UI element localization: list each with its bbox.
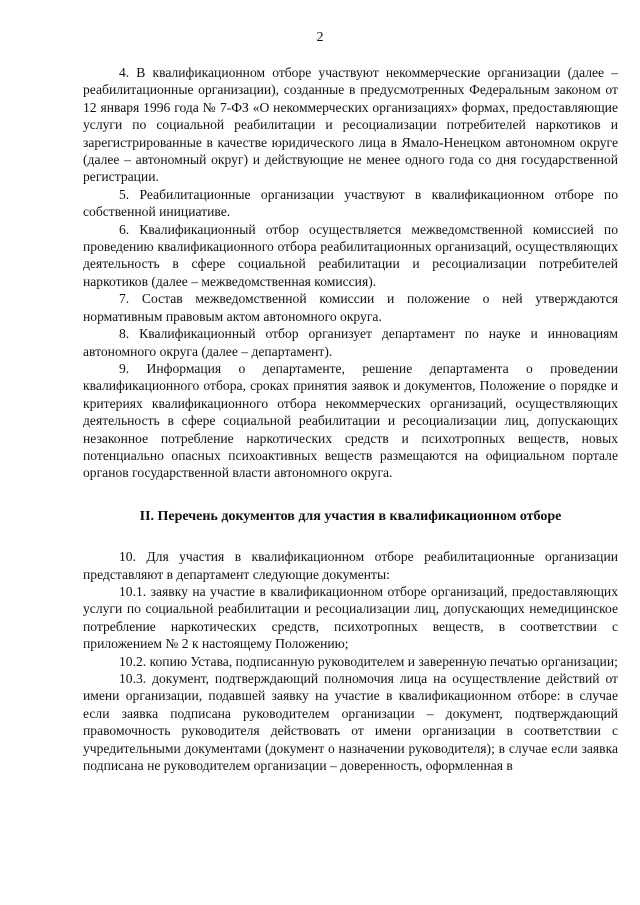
- paragraph-10: 10. Для участия в квалификационном отборе реабилитационные организации представляют в департамент следующие документы:: [83, 549, 618, 582]
- paragraph-10-2: 10.2. копию Устава, подписанную руководителем и заверенную печатью организации;: [119, 653, 618, 669]
- document-body: [83, 64, 618, 774]
- paragraph-5: 5. Реабилитационные организации участвуют в квалификационном отборе по собственной инициативе.: [83, 186, 618, 220]
- paragraph-10-1: 10.1. заявку на участие в квалификационном отборе организаций, предоставляющих услуги по социальной реабилитации и ресоциализации лиц, допускающих немедицинское потребление наркотических средств, психотропных веществ, в соответствии с приложением № 2 к настоящему Положению;: [83, 583, 618, 652]
- paragraph-6: 6. Квалификационный отбор осуществляется межведомственной комиссией по проведению квалификационного отбора реабилитационных организаций, осуществляющих деятельность в сфере социальной реабилитации и ресоциализации потребителей наркотиков (далее – межведомственная комиссия).: [83, 221, 618, 289]
- paragraph-7: 7. Состав межведомственной комиссии и положение о ней утверждаются нормативным правовым актом автономного округа.: [83, 291, 618, 324]
- section-heading: II. Перечень документов для участия в квалификационном отборе: [139, 508, 562, 524]
- paragraph-10-3: 10.3. документ, подтверждающий полномочия лица на осуществление действий от имени организации, подавшей заявку на участие в квалификационном отборе: в случае если заявка подписана руководителем организации – документ, подтверждающий правомочность руководителя действовать от имени организации в соответствии с учредительными документами (документ о назначении руководителя); в случае если заявка подписана не руководителем организации – доверенность, оформленная в: [83, 671, 618, 774]
- paragraph-8: 8. Квалификационный отбор организует департамент по науке и инновациям автономного округа (далее – департамент).: [83, 326, 618, 359]
- page-number: 2: [316, 30, 324, 45]
- paragraph-9: 9. Информация о департаменте, решение департамента о проведении квалификационного отбора, сроках принятия заявок и документов, Положение о порядке и критериях квалификационного отбора некоммерческих организаций, осуществляющих деятельность в сфере социальной реабилитации и ресоциализации лиц, допускающих незаконное потребление наркотических средств и психотропных веществ, новых потенциально опасных психоактивных веществ размещаются на официальном портале органов государственной власти автономного округа.: [83, 360, 618, 481]
- paragraph-4: 4. В квалификационном отборе участвуют некоммерческие организации (далее – реабилитационные организации), созданные в предусмотренных Федеральным законом от 12 января 1996 года № 7-ФЗ «О некоммерческих организациях» формах, предоставляющие услуги по социальной реабилитации и ресоциализации потребителей наркотиков и зарегистрированные в качестве юридического лица в Ямало-Ненецком автономном округе (далее – автономный округ) и действующие не менее одного года со дня государственной регистрации.: [83, 65, 618, 185]
